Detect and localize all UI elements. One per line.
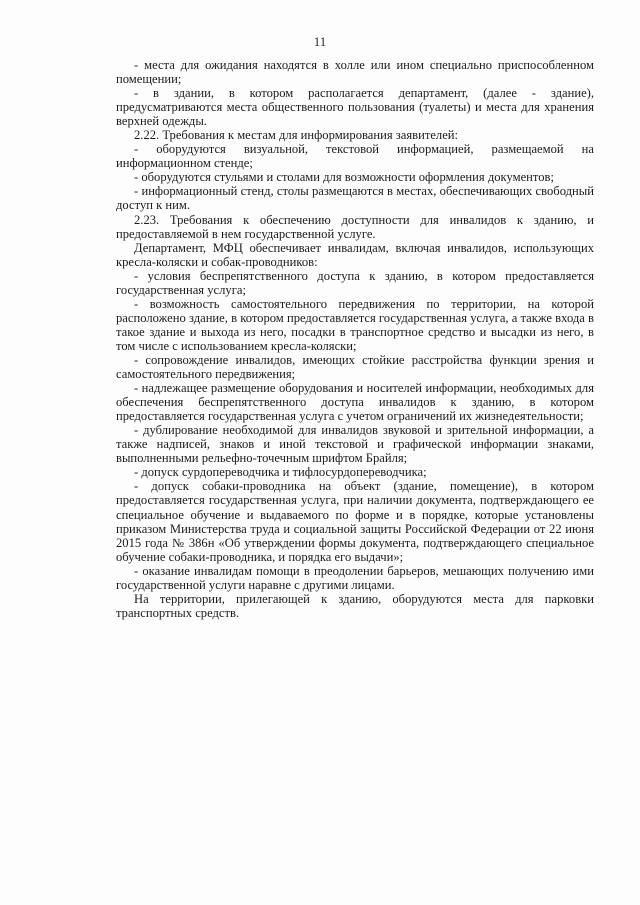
paragraph: - допуск собаки-проводника на объект (здание, помещение), в котором предоставляется государственная услуга, при наличии документа, подтверждающего ее специальное обучение и выдаваемого по форме и в порядке, которые установлены приказом Министерства труда и социальной защиты Российской Федерации от 22 июня 2015 года № 386н «Об утверждении формы документа, подтверждающего специальное обучение собаки-проводника, и порядка его выдачи»; bbox=[116, 479, 594, 564]
paragraph: - допуск сурдопереводчика и тифлосурдопереводчика; bbox=[134, 465, 427, 480]
page-number: 11 bbox=[313, 34, 327, 49]
section-heading: 2.23. Требования к обеспечению доступности для инвалидов к зданию, и предоставляемой в нем государственной услуге. bbox=[116, 212, 594, 241]
paragraph: - условия беспрепятственного доступа к зданию, в котором предоставляется государственная услуга; bbox=[116, 268, 594, 297]
paragraph: - возможность самостоятельного передвижения по территории, на которой расположено здание, в котором предоставляется государственная услуга, а также входа в такое здание и выхода из него, посадки в транспортное средство и высадки из него, в том числе с использованием кресла-коляски; bbox=[116, 296, 594, 353]
section-heading: 2.22. Требования к местам для информирования заявителей: bbox=[134, 128, 459, 143]
paragraph: - оборудуются стульями и столами для возможности оформления документов; bbox=[134, 170, 554, 185]
paragraph: - сопровождение инвалидов, имеющих стойкие расстройства функции зрения и самостоятельного передвижения; bbox=[116, 352, 594, 382]
paragraph: - надлежащее размещение оборудования и носителей информации, необходимых для обеспечения беспрепятственного доступа инвалидов к зданию, в котором предоставляется государственная услуга с учетом ограничений их жизнедеятельности; bbox=[116, 381, 594, 424]
paragraph: - оказание инвалидам помощи в преодолении барьеров, мешающих получению ими государственной услуги наравне с другими лицами. bbox=[116, 563, 594, 592]
page-body bbox=[116, 58, 594, 620]
paragraph: - дублирование необходимой для инвалидов звуковой и зрительной информации, а также надписей, знаков и иной текстовой и графической информации знаками, выполненными рельефно-точечным шрифтом Брайля; bbox=[116, 423, 594, 466]
paragraph: - информационный стенд, столы размещаются в местах, обеспечивающих свободный доступ к ним. bbox=[116, 184, 594, 213]
paragraph: - места для ожидания находятся в холле или ином специально приспособленном помещении; bbox=[116, 58, 594, 87]
paragraph: На территории, прилегающей к зданию, оборудуются места для парковки транспортных средств. bbox=[116, 591, 594, 620]
paragraph: - в здании, в котором располагается департамент, (далее - здание), предусматриваются места общественного пользования (туалеты) и места для хранения верхней одежды. bbox=[116, 86, 594, 129]
paragraph: - оборудуются визуальной, текстовой информацией, размещаемой на информационном стенде; bbox=[116, 142, 594, 171]
paragraph: Департамент, МФЦ обеспечивает инвалидам, включая инвалидов, использующих кресла-коляски и собак-проводников: bbox=[116, 240, 594, 269]
